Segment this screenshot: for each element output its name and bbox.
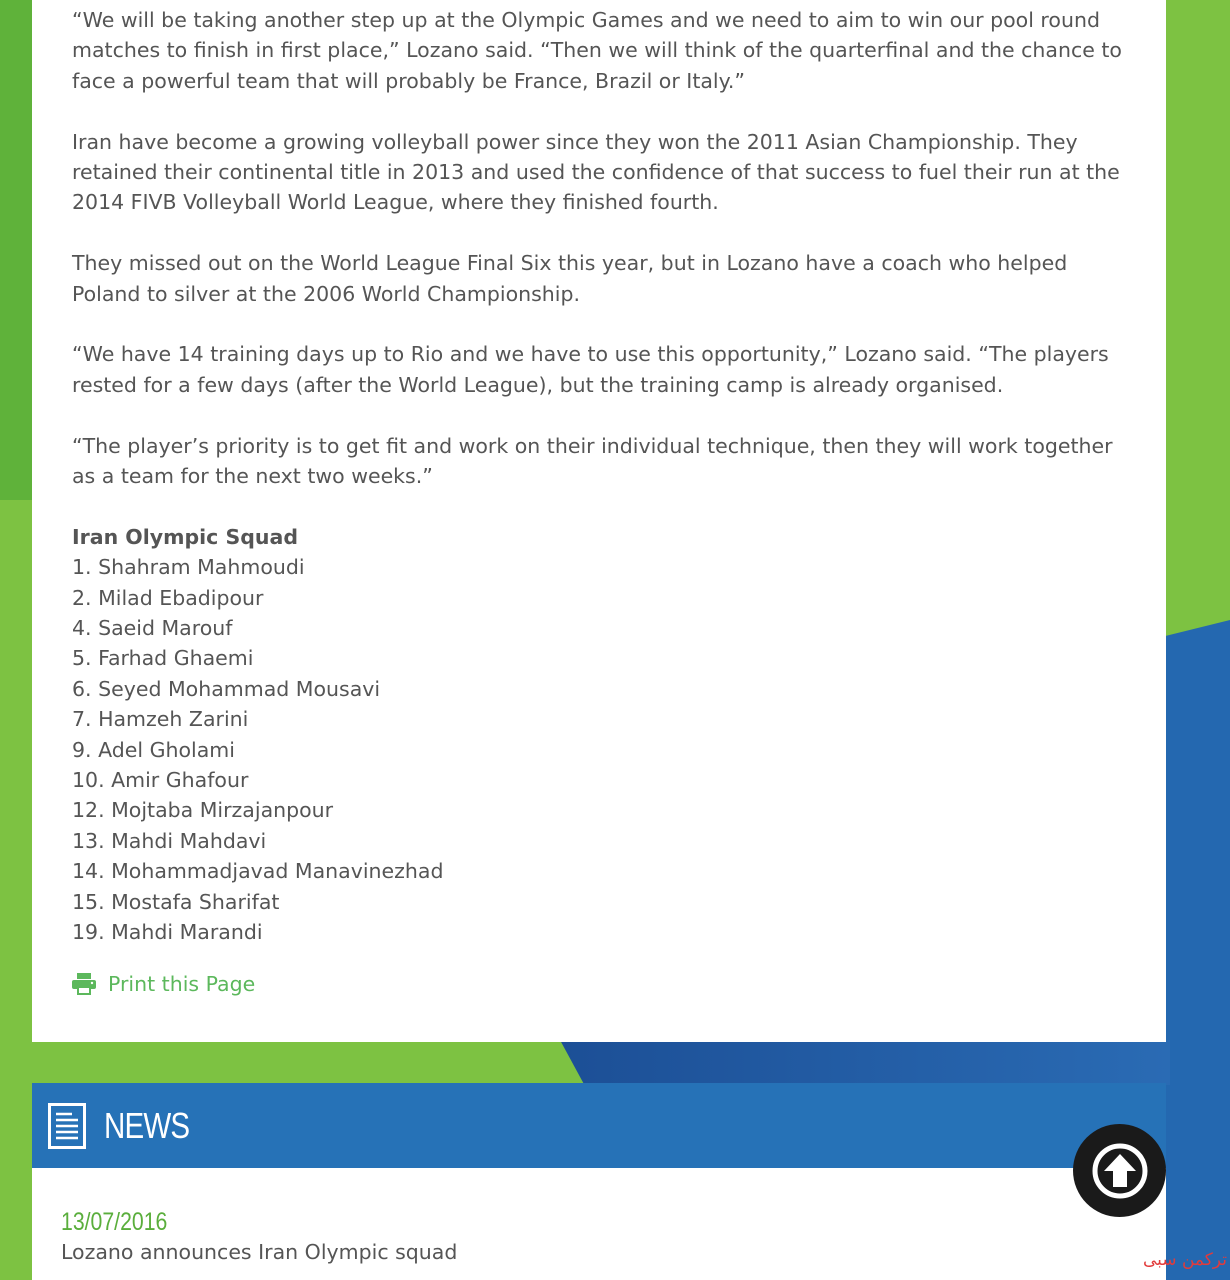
squad-list-item: 7. Hamzeh Zarini bbox=[72, 707, 249, 732]
squad-list-item: 14. Mohammadjavad Manavinezhad bbox=[72, 859, 444, 884]
watermark-text: ترکمن سبی bbox=[1143, 1250, 1227, 1270]
news-item-date: 13/07/2016 bbox=[61, 1208, 168, 1236]
squad-list-item: 2. Milad Ebadipour bbox=[72, 585, 264, 610]
news-list bbox=[32, 1168, 1166, 1280]
background-band bbox=[560, 1040, 1170, 1085]
article-paragraph: “We have 14 training days up to Rio and we have to use this opportunity,” Lozano said. “The players rested for a few days (after the World League), but the training camp is already organised. bbox=[72, 342, 1109, 397]
scroll-to-top-button[interactable] bbox=[1073, 1124, 1166, 1217]
arrow-up-circle-icon bbox=[1091, 1142, 1149, 1200]
squad-list-item: 9. Adel Gholami bbox=[72, 737, 235, 762]
squad-list-item: 19. Mahdi Marandi bbox=[72, 920, 263, 945]
squad-list-item: 10. Amir Ghafour bbox=[72, 768, 249, 793]
news-section-title: NEWS bbox=[104, 1104, 190, 1146]
squad-list bbox=[72, 552, 1132, 947]
printer-icon bbox=[72, 973, 96, 995]
news-section-header bbox=[32, 1083, 1166, 1168]
squad-list-item: 12. Mojtaba Mirzajanpour bbox=[72, 798, 334, 823]
squad-list-item: 13. Mahdi Mahdavi bbox=[72, 828, 267, 853]
squad-list-item: 15. Mostafa Sharifat bbox=[72, 889, 280, 914]
article-paragraph: “The player’s priority is to get fit and work on their individual technique, then they will work together as a team for the next two weeks.” bbox=[72, 433, 1113, 489]
squad-list-item: 5. Farhad Ghaemi bbox=[72, 646, 254, 671]
print-page-label: Print this Page bbox=[108, 972, 256, 996]
article-paragraph: They missed out on the World League Final Six this year, but in Lozano have a coach who helped Poland to silver at the 2006 World Championship. bbox=[72, 251, 1068, 306]
document-icon bbox=[48, 1103, 86, 1149]
squad-list-item: 1. Shahram Mahmoudi bbox=[72, 555, 305, 580]
print-page-link[interactable] bbox=[72, 972, 255, 996]
article-card bbox=[32, 0, 1166, 1042]
squad-heading: Iran Olympic Squad bbox=[72, 524, 299, 549]
article-paragraph: Iran have become a growing volleyball power since they won the 2011 Asian Championship. They retained their continental title in 2013 and used the confidence of that success to fuel their run at the 2014 FIVB Volleyball World League, where they finished fourth. bbox=[72, 129, 1120, 215]
article-body bbox=[72, 0, 1132, 948]
news-item-headline[interactable]: Lozano announces Iran Olympic squad bbox=[61, 1240, 458, 1264]
squad-list-item: 4. Saeid Marouf bbox=[72, 616, 233, 641]
squad-list-item: 6. Seyed Mohammad Mousavi bbox=[72, 676, 381, 701]
article-paragraph: “We will be taking another step up at the Olympic Games and we need to aim to win our pool round matches to finish in first place,” Lozano said. “Then we will think of the quarterfinal and the chance to face a powerful team that will probably be France, Brazil or Italy.” bbox=[72, 8, 1122, 93]
